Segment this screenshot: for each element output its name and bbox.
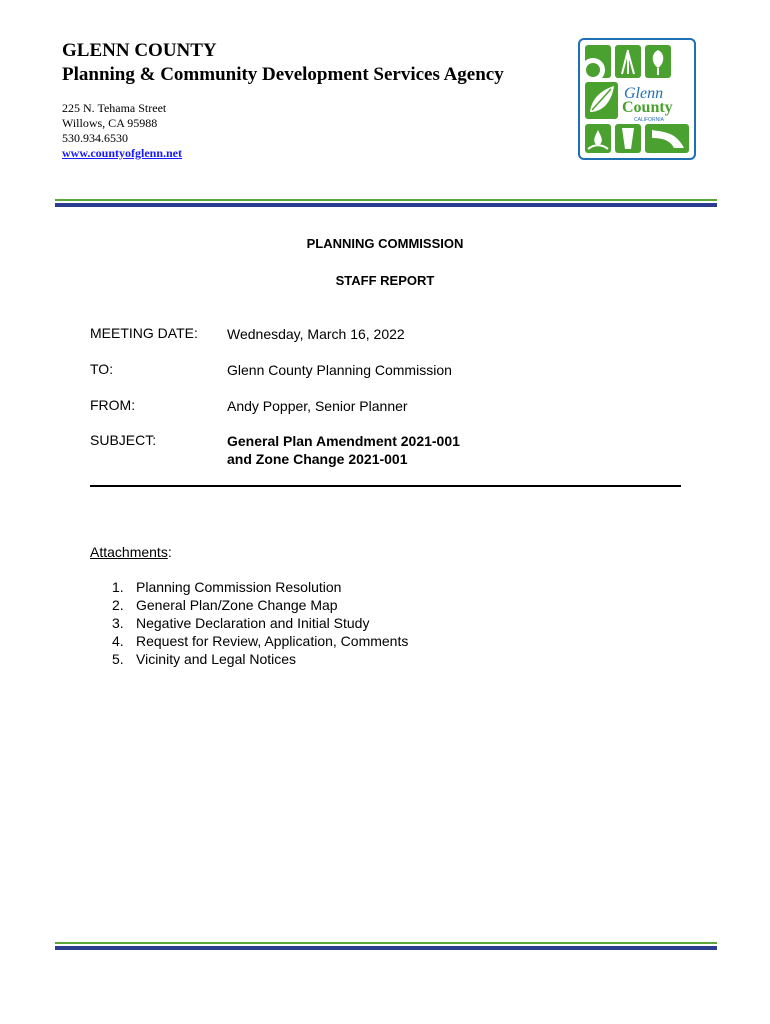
to-value: Glenn County Planning Commission [227, 362, 452, 378]
logo-text-california: CALIFORNIA [634, 117, 665, 123]
to-label: TO: [90, 361, 114, 377]
report-title-staff-report: STAFF REPORT [335, 273, 435, 288]
list-item [112, 614, 408, 632]
list-item-text: Negative Declaration and Initial Study [136, 615, 370, 631]
subject-label: SUBJECT: [90, 432, 157, 448]
list-item-text: General Plan/Zone Change Map [136, 597, 338, 613]
phone-number: 530.934.6530 [62, 131, 128, 145]
attachments-title: Attachments [90, 544, 168, 560]
list-item [112, 632, 408, 650]
list-item-number: 5. [112, 651, 124, 667]
list-item-number: 1. [112, 579, 124, 595]
list-item [112, 650, 408, 668]
list-item-number: 2. [112, 597, 124, 613]
list-item-number: 3. [112, 615, 124, 631]
website-link[interactable]: www.countyofglenn.net [62, 146, 183, 160]
list-item [112, 578, 408, 596]
county-name: GLENN COUNTY [62, 40, 217, 61]
list-item-text: Request for Review, Application, Comments [136, 633, 409, 649]
attachments-list [112, 578, 408, 668]
attachments-heading [90, 544, 172, 560]
subject-line-2: and Zone Change 2021-001 [227, 451, 408, 467]
list-item-text: Planning Commission Resolution [136, 579, 342, 595]
agency-name: Planning & Community Development Services Agency [62, 64, 504, 85]
meeting-date-label: MEETING DATE: [90, 325, 198, 341]
list-item-number: 4. [112, 633, 124, 649]
logo-text-county: County [622, 99, 673, 116]
subject-line-1: General Plan Amendment 2021-001 [227, 433, 460, 449]
report-title-commission: PLANNING COMMISSION [306, 236, 464, 251]
list-item-text: Vicinity and Legal Notices [136, 651, 297, 667]
glenn-county-logo [578, 38, 696, 160]
subject-divider [90, 485, 681, 487]
attachments-colon: : [167, 544, 172, 560]
from-value: Andy Popper, Senior Planner [227, 398, 408, 414]
address-city: Willows, CA 95988 [62, 116, 158, 130]
meeting-date-value: Wednesday, March 16, 2022 [227, 326, 405, 342]
footer-rule [55, 942, 717, 950]
address-street: 225 N. Tehama Street [62, 101, 167, 115]
header-rule [55, 199, 717, 207]
logo-text-glenn: Glenn [624, 85, 664, 102]
list-item [112, 596, 408, 614]
from-label: FROM: [90, 397, 136, 413]
